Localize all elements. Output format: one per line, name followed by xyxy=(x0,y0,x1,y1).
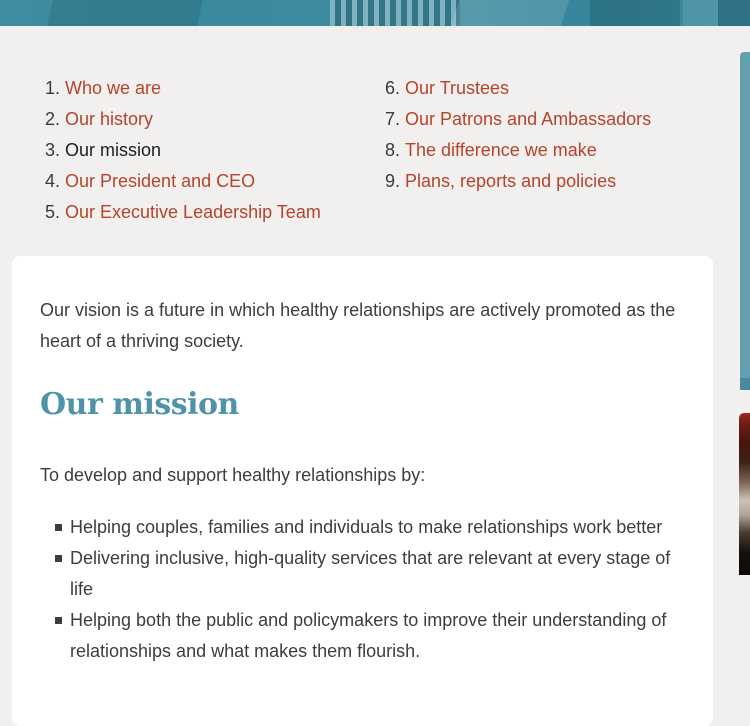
toc-item-our-executive-leadership-team xyxy=(45,197,321,228)
sidebar-teal-card-edge-footer xyxy=(740,378,750,390)
square-bullet-icon xyxy=(55,524,62,531)
header-banner-image xyxy=(0,0,750,26)
banner-texture xyxy=(718,0,750,26)
banner-texture xyxy=(47,0,203,26)
list-item xyxy=(70,512,685,543)
mission-heading: Our mission xyxy=(40,387,239,422)
square-bullet-icon xyxy=(55,617,62,624)
banner-texture xyxy=(590,0,680,26)
banner-texture xyxy=(683,0,718,26)
banner-texture xyxy=(451,0,569,26)
toc-item-our-history xyxy=(45,104,321,135)
toc-link-our-patrons-and-ambassadors[interactable]: Our Patrons and Ambassadors xyxy=(405,109,652,129)
list-item xyxy=(70,543,685,605)
toc-item-number: 1. xyxy=(45,78,61,98)
list-item-text: Helping both the public and policymakers to improve their understanding of relationships and what makes them flourish. xyxy=(70,610,667,661)
vision-paragraph: Our vision is a future in which healthy relationships are actively promoted as the heart of a thriving society. xyxy=(40,300,676,351)
list-item-text: Helping couples, families and individuals to make relationships work better xyxy=(70,517,663,537)
toc-item-our-president-and-ceo xyxy=(45,166,321,197)
mission-bullet-list xyxy=(40,512,685,667)
toc-column-right xyxy=(385,73,651,197)
toc-item-number: 8. xyxy=(385,140,401,160)
toc-column-left xyxy=(45,73,321,228)
toc-item-our-patrons-and-ambassadors xyxy=(385,104,651,135)
toc-item-number: 6. xyxy=(385,78,401,98)
toc-item-number: 5. xyxy=(45,202,61,222)
toc-item-the-difference-we-make xyxy=(385,135,651,166)
toc-link-our-president-and-ceo[interactable]: Our President and CEO xyxy=(65,171,256,191)
toc-item-number: 3. xyxy=(45,140,61,160)
toc-item-plans-reports-and-policies xyxy=(385,166,651,197)
toc-item-number: 2. xyxy=(45,109,61,129)
sidebar-photo-thumbnail-edge[interactable] xyxy=(739,413,750,575)
square-bullet-icon xyxy=(55,555,62,562)
toc-link-who-we-are[interactable]: Who we are xyxy=(65,78,162,98)
toc-link-our-trustees[interactable]: Our Trustees xyxy=(405,78,510,98)
toc-item-who-we-are xyxy=(45,73,321,104)
toc-current-page-our-mission: Our mission xyxy=(65,140,162,160)
banner-texture-piano-keys xyxy=(330,0,460,26)
toc-link-plans-reports-and-policies[interactable]: Plans, reports and policies xyxy=(405,171,617,191)
toc-link-our-executive-leadership-team[interactable]: Our Executive Leadership Team xyxy=(65,202,321,222)
toc-link-our-history[interactable]: Our history xyxy=(65,109,154,129)
sidebar-teal-card-edge xyxy=(740,52,750,378)
toc-item-number: 9. xyxy=(385,171,401,191)
list-item xyxy=(70,605,685,667)
toc-item-our-trustees xyxy=(385,73,651,104)
toc-item-number: 4. xyxy=(45,171,61,191)
content-card xyxy=(12,256,713,726)
list-item-text: Delivering inclusive, high-quality services that are relevant at every stage of life xyxy=(70,548,671,599)
toc-link-the-difference-we-make[interactable]: The difference we make xyxy=(405,140,597,160)
toc-item-our-mission-current xyxy=(45,135,321,166)
intro-paragraph: To develop and support healthy relationships by: xyxy=(40,465,426,485)
toc-item-number: 7. xyxy=(385,109,401,129)
